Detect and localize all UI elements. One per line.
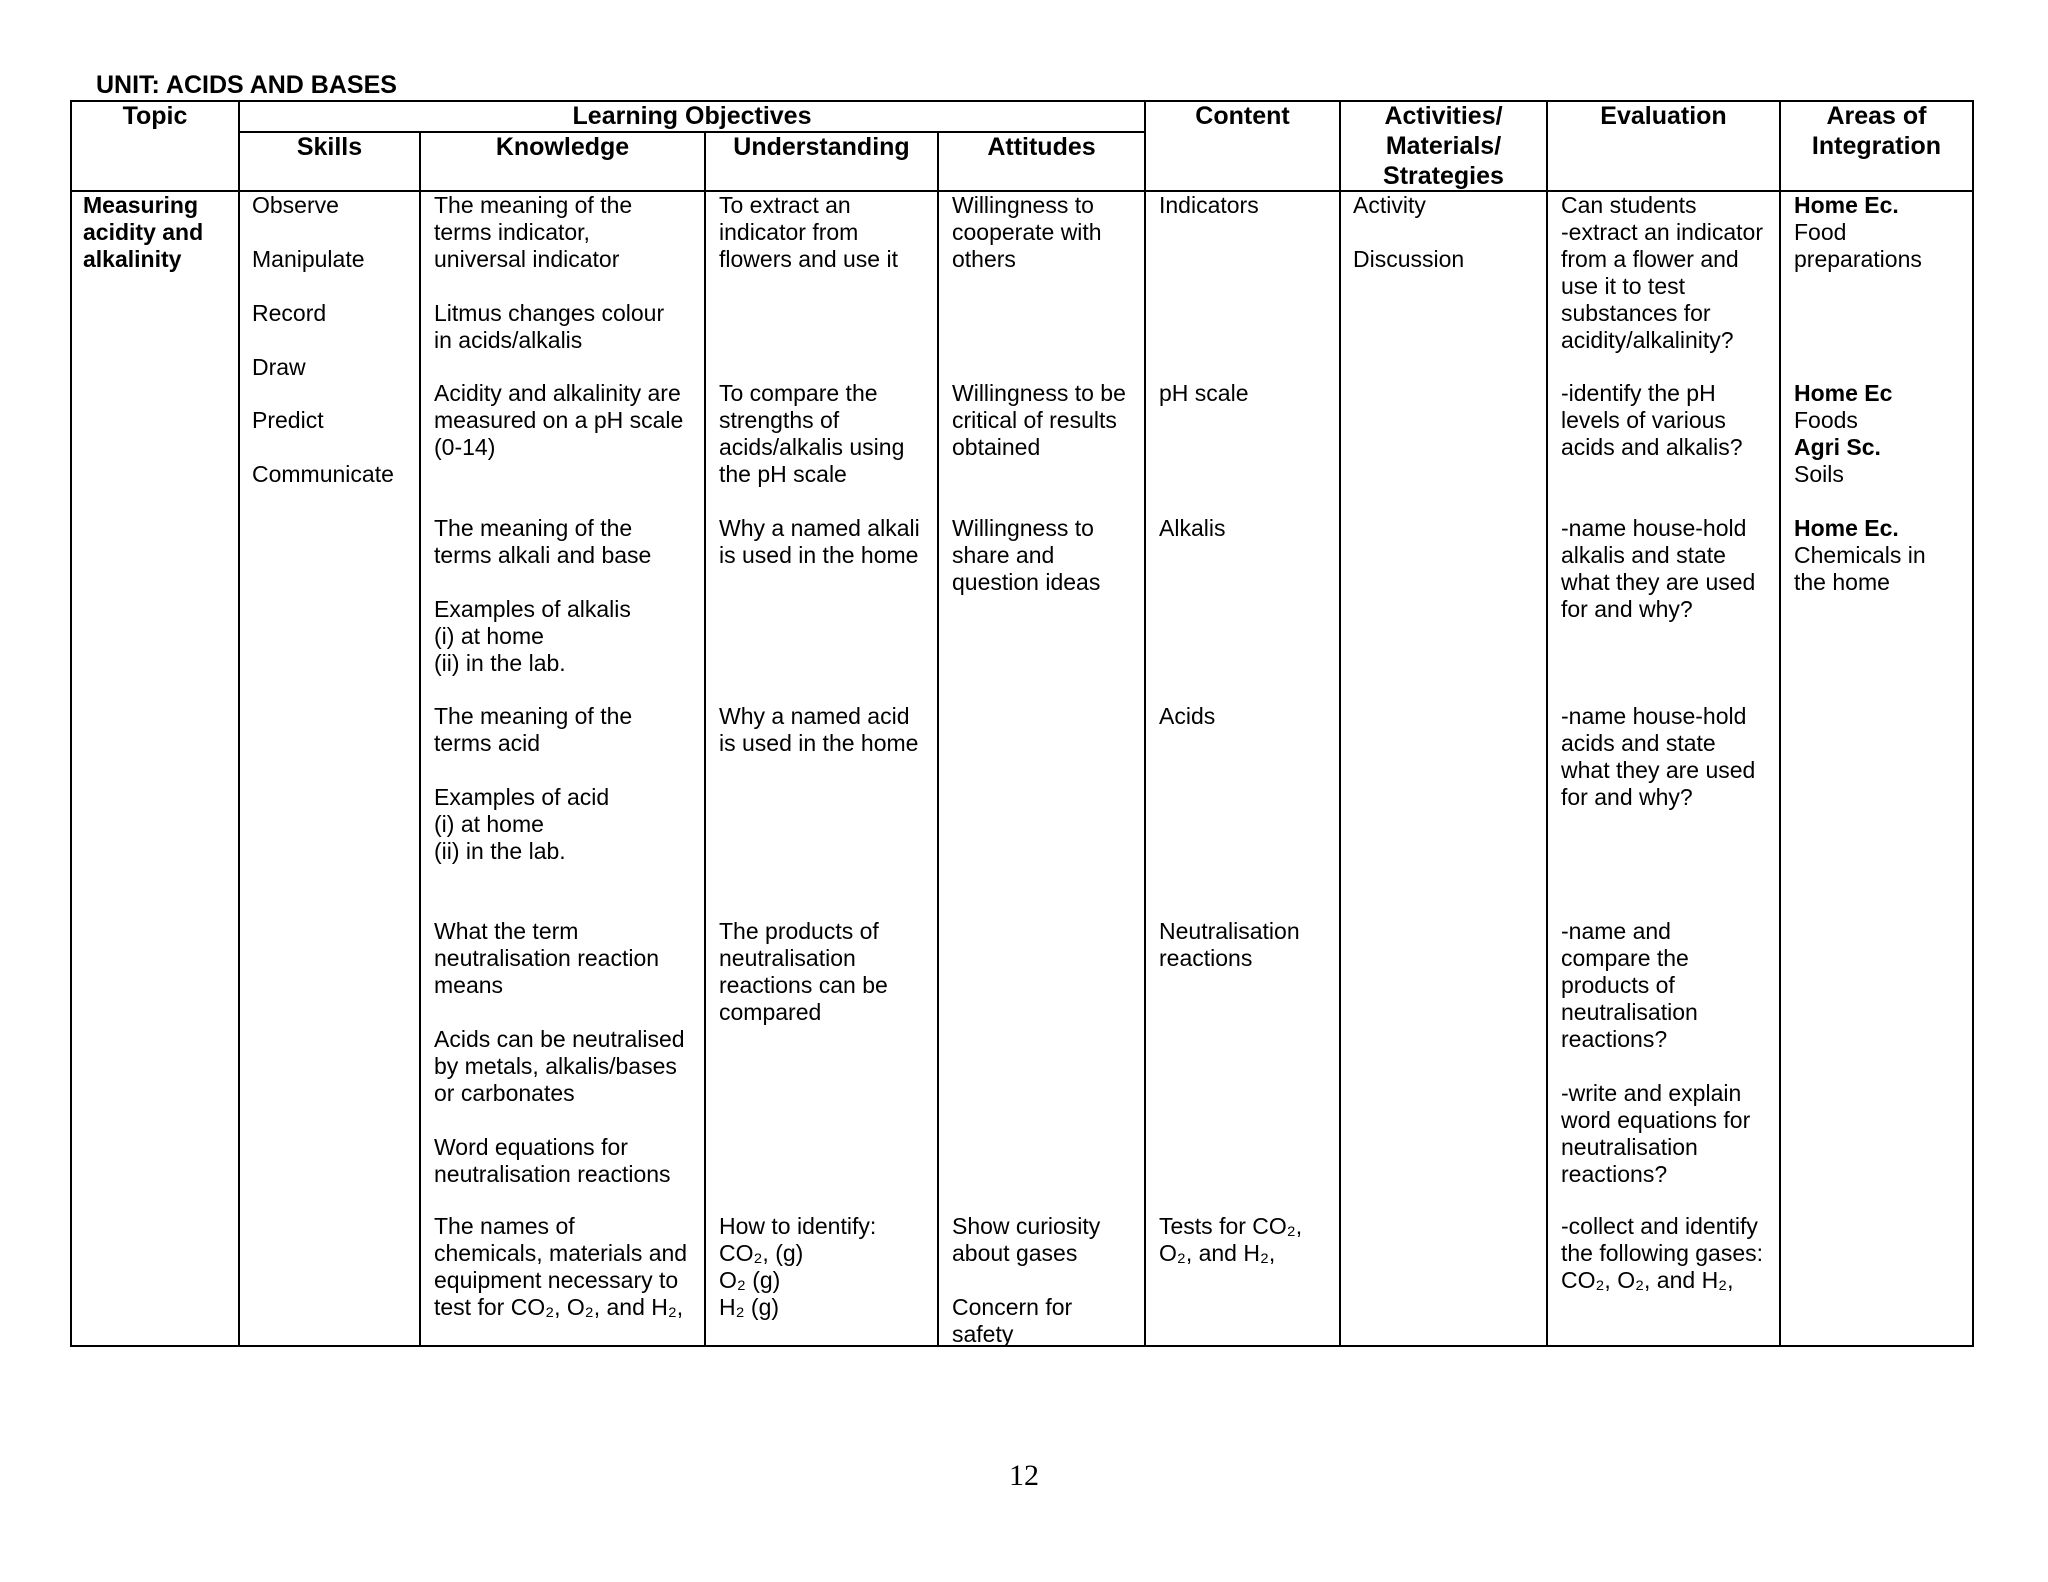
understanding-cell: To extract an indicator from flowers and use it (719, 192, 898, 272)
evaluation-cell: -collect and identify the following gases: CO₂, O₂, and H₂, (1561, 1213, 1764, 1293)
skill-item: Record (252, 300, 327, 326)
header-areas-of-integration: Areas of Integration (1811, 102, 1942, 160)
col-line-1 (238, 100, 240, 1347)
header-evaluation: Evaluation (1600, 102, 1727, 130)
integration-subject: Agri Sc. (1794, 434, 1881, 460)
page-number: 12 (1009, 1459, 1039, 1492)
topic-cell: Measuring acidity and alkalinity (83, 192, 204, 272)
knowledge-cell: What the term neutralisation reaction means Acids can be neutralised by metals, alkalis/bases or carbonates Word equations for neutralisation reactions (434, 918, 685, 1187)
skill-item: Observe (252, 192, 339, 218)
header-knowledge: Knowledge (495, 133, 630, 161)
integration-subject: Home Ec (1794, 380, 1893, 406)
skill-item: Predict (252, 407, 324, 433)
col-line-0 (70, 100, 72, 1347)
header-learning-objectives: Learning Objectives (572, 102, 812, 130)
col-line-4 (937, 131, 939, 1347)
integration-topic: Food preparations (1794, 219, 1922, 272)
integration-topic: Foods (1794, 407, 1858, 433)
skill-item: Communicate (252, 461, 394, 487)
understanding-cell: How to identify: CO₂, (g) O₂ (g) H₂ (g) (719, 1213, 877, 1320)
content-cell: Neutralisation reactions (1159, 918, 1300, 971)
knowledge-cell: Acidity and alkalinity are measured on a pH scale (0-14) (434, 380, 684, 460)
evaluation-cell: -name house-hold alkalis and state what they are used for and why? (1561, 515, 1756, 622)
activity-item: Activity (1353, 192, 1426, 218)
col-line-6 (1339, 100, 1341, 1347)
knowledge-cell: The names of chemicals, materials and equipment necessary to test for CO₂, O₂, and H₂, (434, 1213, 688, 1320)
unit-title: UNIT: ACIDS AND BASES (96, 71, 397, 99)
header-topic: Topic (122, 102, 188, 130)
col-line-2 (419, 131, 421, 1347)
content-cell: Indicators (1159, 192, 1259, 218)
knowledge-cell: The meaning of the terms indicator, universal indicator Litmus changes colour in acids/alkalis (434, 192, 665, 353)
skill-item: Draw (252, 354, 306, 380)
attitudes-cell: Willingness to cooperate with others (952, 192, 1102, 272)
attitudes-cell: Show curiosity about gases Concern for safety (952, 1213, 1101, 1347)
integration-topic: Chemicals in the home (1794, 542, 1926, 595)
header-attitudes: Attitudes (987, 133, 1096, 161)
evaluation-cell: -name house-hold acids and state what they are used for and why? (1561, 703, 1756, 810)
content-cell: Tests for CO₂, O₂, and H₂, (1159, 1213, 1303, 1266)
integration-subject: Home Ec. (1794, 192, 1899, 218)
attitudes-cell: Willingness to share and question ideas (952, 515, 1101, 595)
evaluation-cell: Can students -extract an indicator from a flower and use it to test substances for acidity/alkalinity? (1561, 192, 1763, 353)
header-content: Content (1195, 102, 1290, 130)
col-line-9 (1972, 100, 1974, 1347)
content-cell: Acids (1159, 703, 1216, 729)
evaluation-cell: -identify the pH levels of various acids and alkalis? (1561, 380, 1743, 460)
knowledge-cell: The meaning of the terms acid Examples of acid (i) at home (ii) in the lab. (434, 703, 633, 864)
knowledge-cell: The meaning of the terms alkali and base Examples of alkalis (i) at home (ii) in the lab. (434, 515, 652, 676)
activity-item: Discussion (1353, 246, 1465, 272)
understanding-cell: The products of neutralisation reactions can be compared (719, 918, 888, 1025)
skill-item: Manipulate (252, 246, 365, 272)
col-line-5 (1144, 100, 1146, 1347)
header-activities: Activities/ Materials/ Strategies (1383, 102, 1504, 190)
understanding-cell: To compare the strengths of acids/alkalis using the pH scale (719, 380, 905, 487)
col-line-3 (704, 131, 706, 1347)
col-line-8 (1779, 100, 1781, 1347)
content-cell: pH scale (1159, 380, 1249, 406)
header-skills: Skills (296, 133, 363, 161)
col-line-7 (1546, 100, 1548, 1347)
attitudes-cell: Willingness to be critical of results obtained (952, 380, 1126, 460)
understanding-cell: Why a named alkali is used in the home (719, 515, 920, 568)
understanding-cell: Why a named acid is used in the home (719, 703, 919, 756)
header-understanding: Understanding (733, 133, 910, 161)
evaluation-cell: -name and compare the products of neutralisation reactions? -write and explain word equations for neutralisation reactions? (1561, 918, 1751, 1187)
content-cell: Alkalis (1159, 515, 1226, 541)
integration-subject: Home Ec. (1794, 515, 1899, 541)
integration-topic: Soils (1794, 461, 1844, 487)
